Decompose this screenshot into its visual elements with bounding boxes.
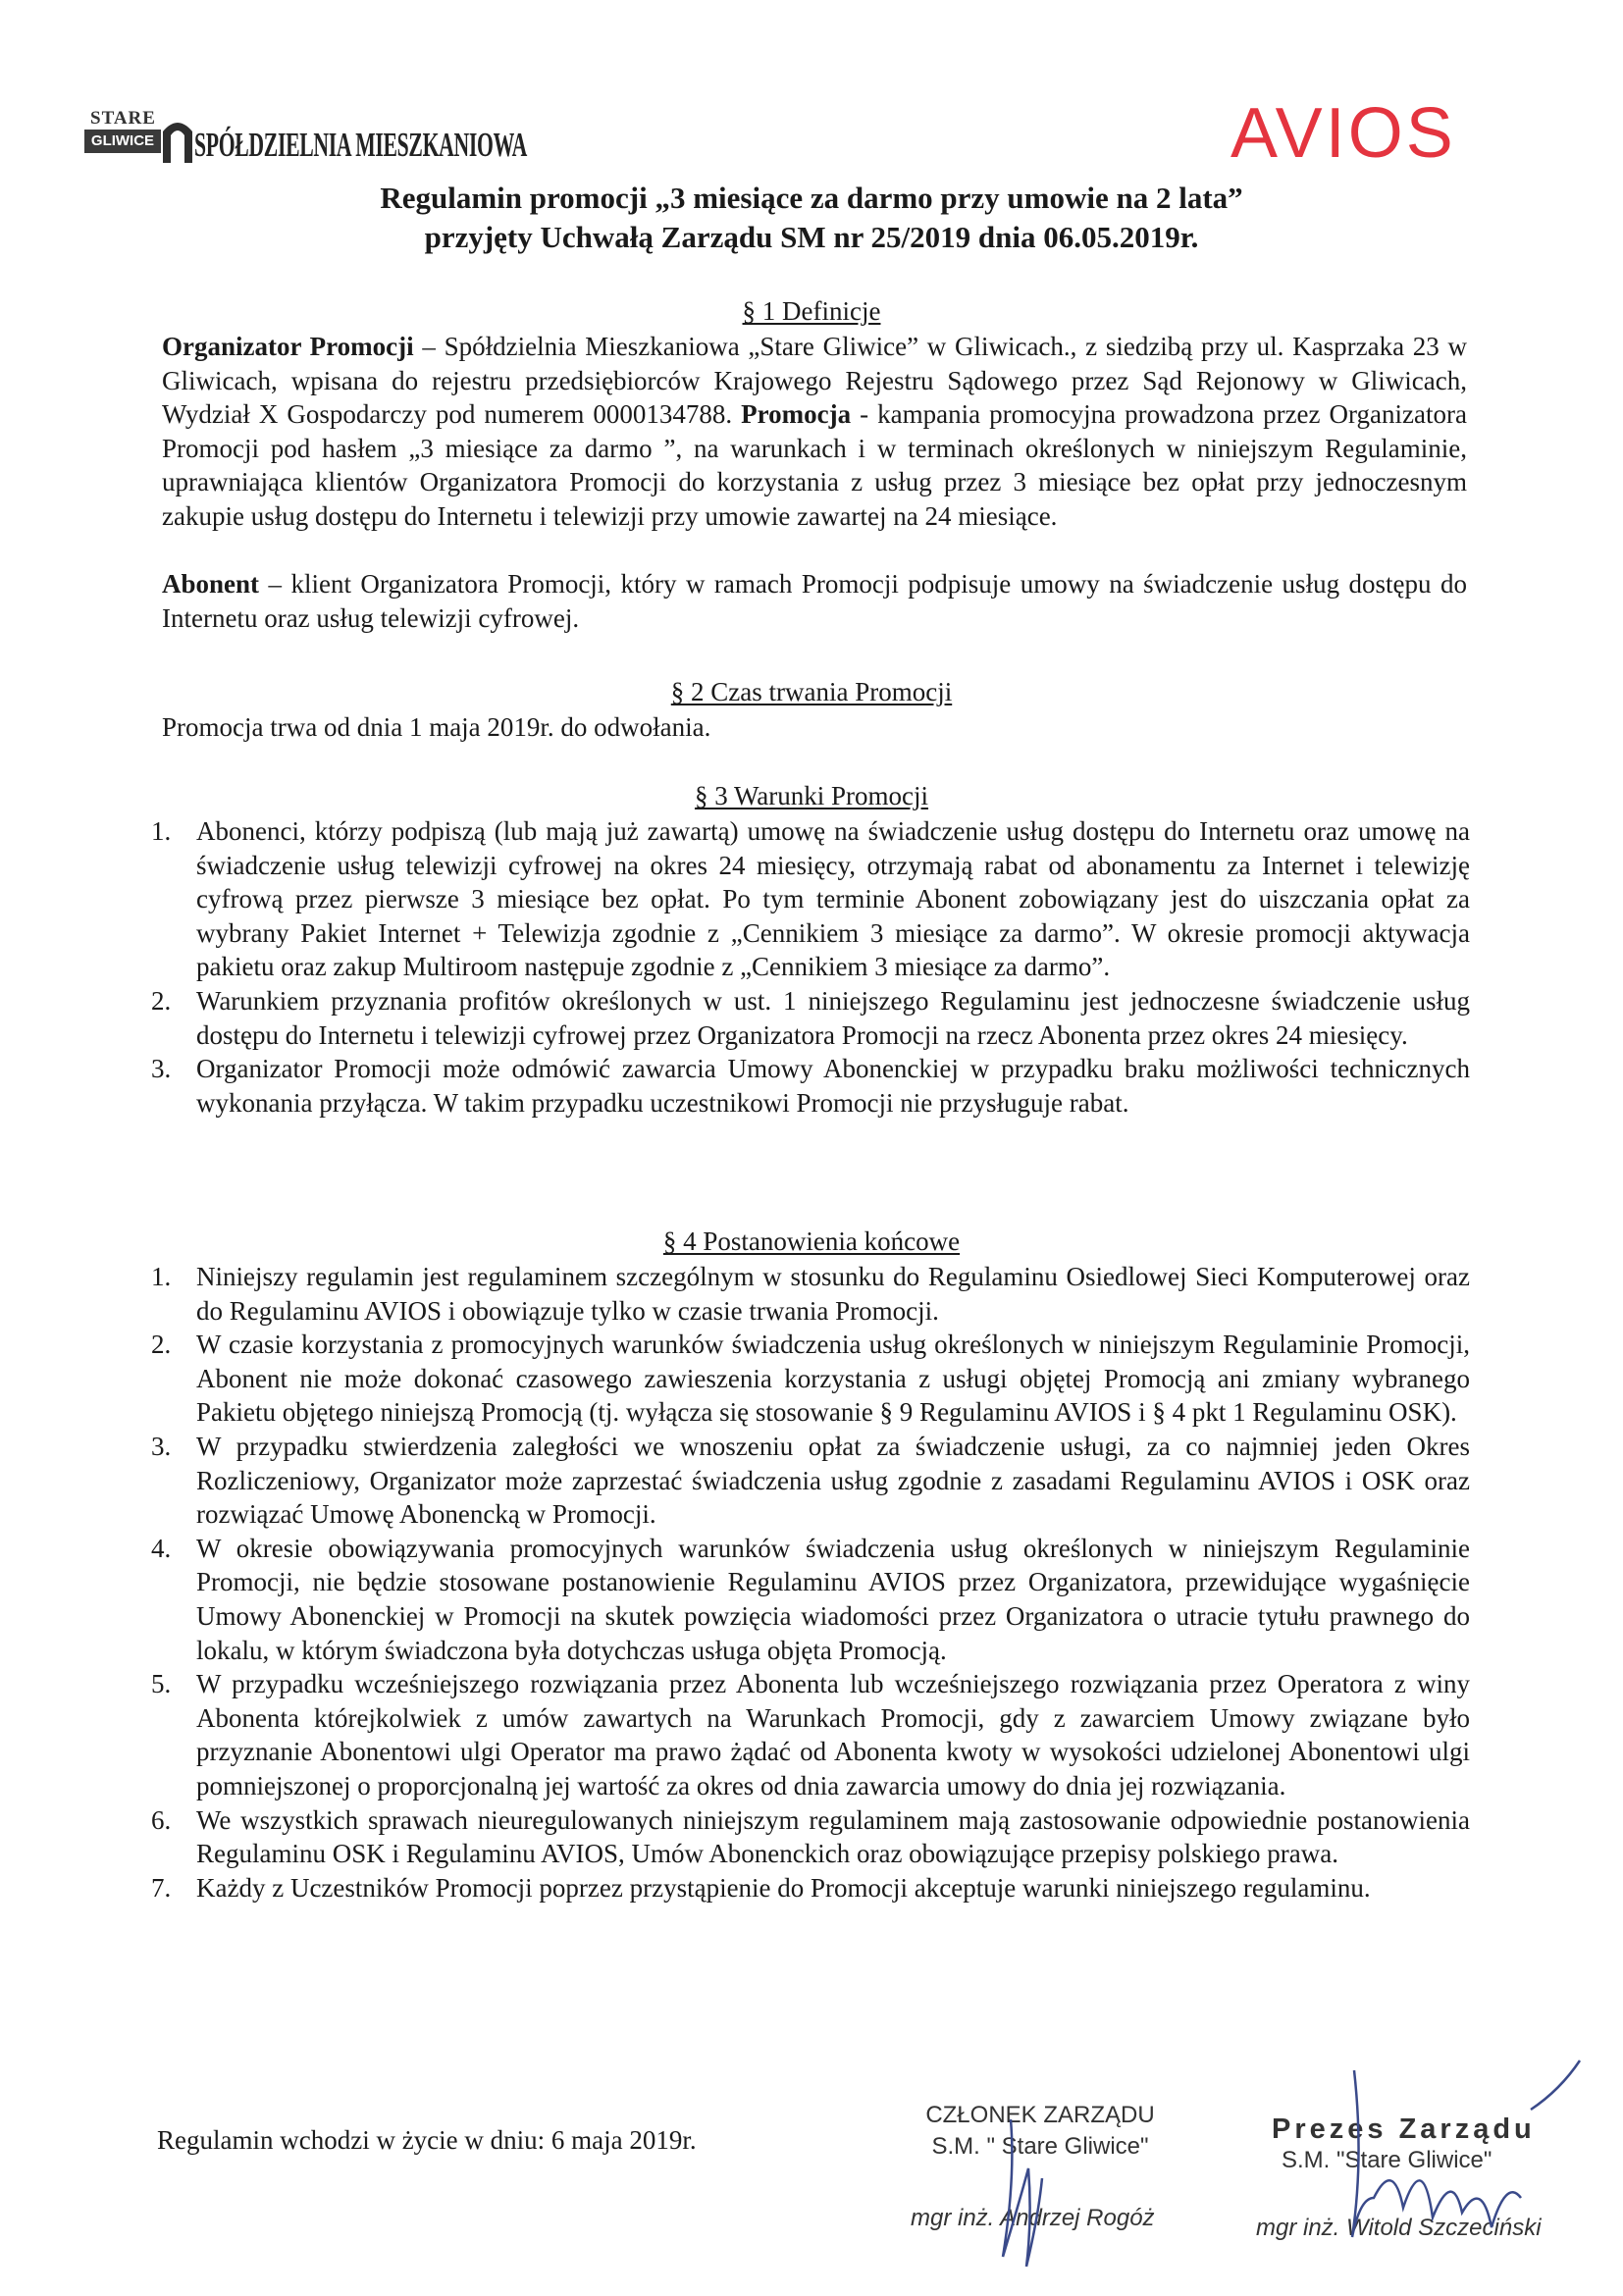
section-4-heading: § 4 Postanowienia końcowe xyxy=(662,1226,961,1256)
list-item: 3. Organizator Promocji może odmówić zawarcia Umowy Abonenckiej w przypadku braku możliwości technicznych wykonania przyłącza. W takim przypadku uczestnikowi Promocji nie przysługuje rabat. xyxy=(151,1054,1470,1118)
section-4-list xyxy=(151,1260,1470,1905)
signature-president-title: Prezes Zarządu xyxy=(1272,2113,1536,2145)
signature-member-name: mgr inż. Andrzej Rogóż xyxy=(911,2205,1155,2231)
president-handwritten-signature-icon xyxy=(1335,2051,1590,2247)
section-1-abonent xyxy=(162,567,1467,635)
section-3-heading: § 3 Warunki Promocji xyxy=(694,781,929,810)
stare-gliwice-logo xyxy=(84,106,163,161)
signature-member-org: S.M. " Stare Gliwice" xyxy=(931,2133,1149,2160)
effective-date: Regulamin wchodzi w życie w dniu: 6 maja 2019r. xyxy=(157,2125,697,2155)
logo-gliwice-text: GLIWICE xyxy=(84,130,161,153)
definition-organizator: – Spółdzielnia Mieszkaniowa „Stare Gliwice” w Gliwicach., z siedzibą przy ul. Kasprzaka 23 w Gliwicach, wpisana do rejestru przedsiębiorców Krajowego Rejestru Sądowego przez Sąd Rejonowy w Gliwicach, Wydział X Gospodarczy pod numerem 0000134788. xyxy=(162,332,1467,430)
signature-member-title: CZŁONEK ZARZĄDU xyxy=(925,2102,1155,2128)
term-promocja: Promocja xyxy=(741,399,852,430)
document-title-line2: przyjęty Uchwałą Zarządu SM nr 25/2019 dnia 06.05.2019r. xyxy=(424,220,1199,254)
logo-organization-name: SPÓŁDZIELNIA MIESZKANIOWA xyxy=(194,126,527,164)
section-1-heading: § 1 Definicje xyxy=(742,296,881,326)
term-organizator: Organizator Promocji xyxy=(162,332,414,361)
definition-abonent: – klient Organizatora Promocji, który w ramach Promocji podpisuje umowy na świadczenie usług dostępu do Internetu oraz usług telewizji cyfrowej. xyxy=(162,569,1467,633)
section-1-definitions xyxy=(162,330,1467,534)
list-item: 2. W czasie korzystania z promocyjnych warunków świadczenia usług określonych w niniejszym Regulaminie Promocji, Abonent nie może dokonać czasowego zawieszenia korzystania z usługi objętej Promocją ani zmiany wybranego Pakietu objętego niniejszą Promocją (tj. wyłącza się stosowanie § 9 Regulaminu AVIOS i § 4 pkt 1 Regulaminu OSK). xyxy=(151,1330,1470,1428)
list-item: 1. Abonenci, którzy podpiszą (lub mają już zawartą) umowę na świadczenie usług dostępu do Internetu oraz umowę na świadczenie usług telewizji cyfrowej na okres 24 miesięcy, otrzymają rabat od abonamentu za Internet i telewizję cyfrową przez pierwsze 3 miesiące bez opłat. Po tym terminie Abonent zobowiązany jest do uiszczania opłat za wybrany Pakiet Internet + Telewizja zgodnie z „Cennikiem 3 miesiące za darmo”. W okresie promocji aktywacja pakietu oraz zakup Multiroom następuje zgodnie z „Cennikiem 3 miesiące za darmo”. xyxy=(151,816,1470,982)
section-3-list xyxy=(151,814,1470,1120)
avios-logo: AVIOS xyxy=(1230,94,1456,173)
list-item: 6. We wszystkich sprawach nieuregulowanych niniejszym regulaminem mają zastosowanie odpowiednie postanowienia Regulaminu OSK i Regulaminu AVIOS, Umów Abonenckich oraz obowiązujące przepisy polskiego prawa. xyxy=(151,1804,1470,1869)
list-item: 4. W okresie obowiązywania promocyjnych warunków świadczenia usług określonych w niniejszym Regulaminie Promocji, nie będzie stosowane postanowienie Regulaminu AVIOS przez Organizatora, przewidujące wygaśnięcie Umowy Abonenckiej w Promocji na skutek powzięcia wiadomości przez Organizatora o utracie tytułu prawnego do lokalu, w którym świadczona była dotychczas usługa objęta Promocją. xyxy=(151,1533,1470,1665)
section-2-text: Promocja trwa od dnia 1 maja 2019r. do odwołania. xyxy=(162,712,711,742)
document-title-line1: Regulamin promocji „3 miesiące za darmo przy umowie na 2 lata” xyxy=(380,181,1243,215)
list-item: 7. Każdy z Uczestników Promocji poprzez przystąpienie do Promocji akceptuje warunki niniejszego regulaminu. xyxy=(151,1872,1371,1903)
list-item: 1. Niniejszy regulamin jest regulaminem szczególnym w stosunku do Regulaminu Osiedlowej Sieci Komputerowej oraz do Regulaminu AVIOS i obowiązuje tylko w czasie trwania Promocji. xyxy=(151,1262,1470,1326)
gate-arch-icon xyxy=(161,114,194,163)
handwritten-signature-icon xyxy=(981,2110,1060,2276)
list-item: 5. W przypadku wcześniejszego rozwiązania przez Abonenta lub wcześniejszego rozwiązania przez Operatora z winy Abonenta którejkolwiek z umów zawartych na Warunkach Promocji, gdy z zawarciem Umowy związane było przyznanie Abonentowi ulgi Operator ma prawo żądać od Abonenta kwoty w wysokości udzielonej Abonentowi ulgi pomniejszonej o proporcjonalną jej wartość za okres od dnia zawarcia umowy do dnia jej rozwiązania. xyxy=(151,1669,1470,1800)
definition-promocja: - kampania promocyjna prowadzona przez Organizatora Promocji pod hasłem „3 miesiące za darmo ”, na warunkach i w terminach określonych w niniejszym Regulaminie, uprawniająca klientów Organizatora Promocji do korzystania z usług przez 3 miesiące bez opłat przy jednoczesnym zakupie usług dostępu do Internetu i telewizji przy umowie zawartej na 24 miesiące. xyxy=(162,399,1467,531)
logo-stare-text: STARE xyxy=(90,108,156,129)
list-item: 2. Warunkiem przyznania profitów określonych w ust. 1 niniejszego Regulaminu jest jednoczesne świadczenie usług dostępu do Internetu i telewizji cyfrowej przez Organizatora Promocji na rzecz Abonenta przez okres 24 miesięcy. xyxy=(151,985,1470,1050)
signature-president-org: S.M. "Stare Gliwice" xyxy=(1282,2147,1492,2173)
term-abonent: Abonent xyxy=(162,569,260,599)
signature-president-name: mgr inż. Witold Szczeciński xyxy=(1256,2215,1542,2241)
list-item: 3. W przypadku stwierdzenia zaległości we wnoszeniu opłat za świadczenie usługi, za co najmniej jeden Okres Rozliczeniowy, Organizator może zaprzestać świadczenia usług zgodnie z zasadami Regulaminu AVIOS i OSK oraz rozwiązać Umowę Abonencką w Promocji. xyxy=(151,1431,1470,1530)
section-2-heading: § 2 Czas trwania Promocji xyxy=(670,677,953,706)
